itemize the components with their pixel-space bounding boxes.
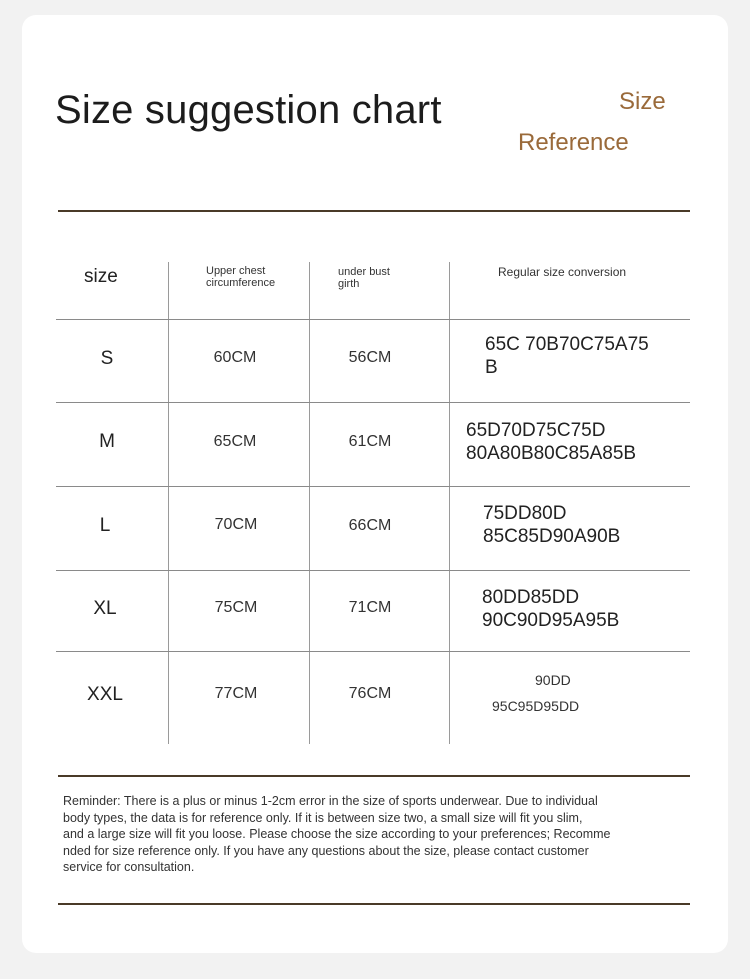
row-s-conversion-line1: 65C 70B70C75A75 (485, 334, 649, 355)
header-upper-chest (206, 265, 275, 289)
row-l-under-bust: 66CM (348, 517, 392, 534)
row-size-s: S (100, 348, 114, 369)
row-divider (56, 570, 690, 571)
reminder-line: and a large size will fit you loose. Please choose the size according to your preferences; Recomme (63, 827, 611, 842)
row-xl-conversion-line1: 80DD85DD (482, 587, 580, 608)
row-size-xxl: XXL (87, 684, 123, 705)
row-divider (56, 651, 690, 652)
row-s-upper-chest: 60CM (213, 349, 257, 366)
row-divider (56, 486, 690, 487)
row-xxl-conversion-line2: 95C95D95DD (492, 698, 580, 714)
row-m-under-bust: 61CM (348, 433, 392, 450)
row-xxl-upper-chest: 77CM (214, 685, 258, 702)
top-divider (58, 210, 690, 212)
row-xxl-conversion-line1: 90DD (535, 672, 571, 688)
reminder-line: Reminder: There is a plus or minus 1-2cm error in the size of sports underwear. Due to individual (63, 794, 598, 808)
row-size-l: L (99, 515, 111, 536)
column-divider (168, 262, 169, 744)
bottom-divider (58, 903, 690, 905)
row-l-upper-chest: 70CM (214, 516, 258, 533)
column-divider (309, 262, 310, 744)
header-under-bust-line2: girth (338, 278, 360, 290)
page-title: Size suggestion chart (55, 88, 442, 132)
row-l-conversion-line2: 85C85D90A90B (483, 526, 621, 547)
reminder-line: service for consultation. (63, 860, 195, 875)
reminder-text (63, 793, 691, 876)
row-s-under-bust: 56CM (348, 349, 392, 366)
reminder-line: nded for size reference only. If you have any questions about the size, please contact customer (63, 843, 589, 858)
row-xl-upper-chest: 75CM (214, 599, 258, 616)
row-l-conversion-line1: 75DD80D (483, 503, 567, 524)
row-size-xl: XL (93, 598, 117, 619)
row-s-conversion-line2: B (485, 357, 498, 378)
header-under-bust (338, 266, 390, 290)
header-size: size (84, 266, 118, 287)
reminder-line: body types, the data is for reference only. If it is between size two, a small size will fit you slim, (63, 810, 583, 825)
reminder-top-divider (58, 775, 690, 777)
row-s-conversion (485, 333, 649, 379)
row-m-conversion-line1: 65D70D75C75D (466, 420, 606, 441)
column-divider (449, 262, 450, 744)
header-upper-chest-line1: Upper chest (206, 265, 266, 277)
row-divider (56, 402, 690, 403)
row-m-upper-chest: 65CM (213, 433, 257, 450)
row-size-m: M (99, 431, 115, 452)
row-xl-conversion-line2: 90C90D95A95B (482, 610, 620, 631)
row-xl-conversion (482, 586, 619, 632)
size-reference-label-2: Reference (518, 129, 629, 156)
row-xxl-under-bust: 76CM (348, 685, 392, 702)
row-m-conversion (466, 419, 636, 465)
row-xl-under-bust: 71CM (348, 599, 392, 616)
row-divider (56, 319, 690, 320)
header-conversion: Regular size conversion (498, 265, 627, 279)
header-under-bust-line1: under bust (338, 266, 390, 278)
header-upper-chest-line2: circumference (206, 277, 276, 289)
size-reference-label-1: Size (619, 88, 666, 115)
row-l-conversion (483, 502, 620, 548)
row-m-conversion-line2: 80A80B80C85A85B (466, 443, 637, 464)
